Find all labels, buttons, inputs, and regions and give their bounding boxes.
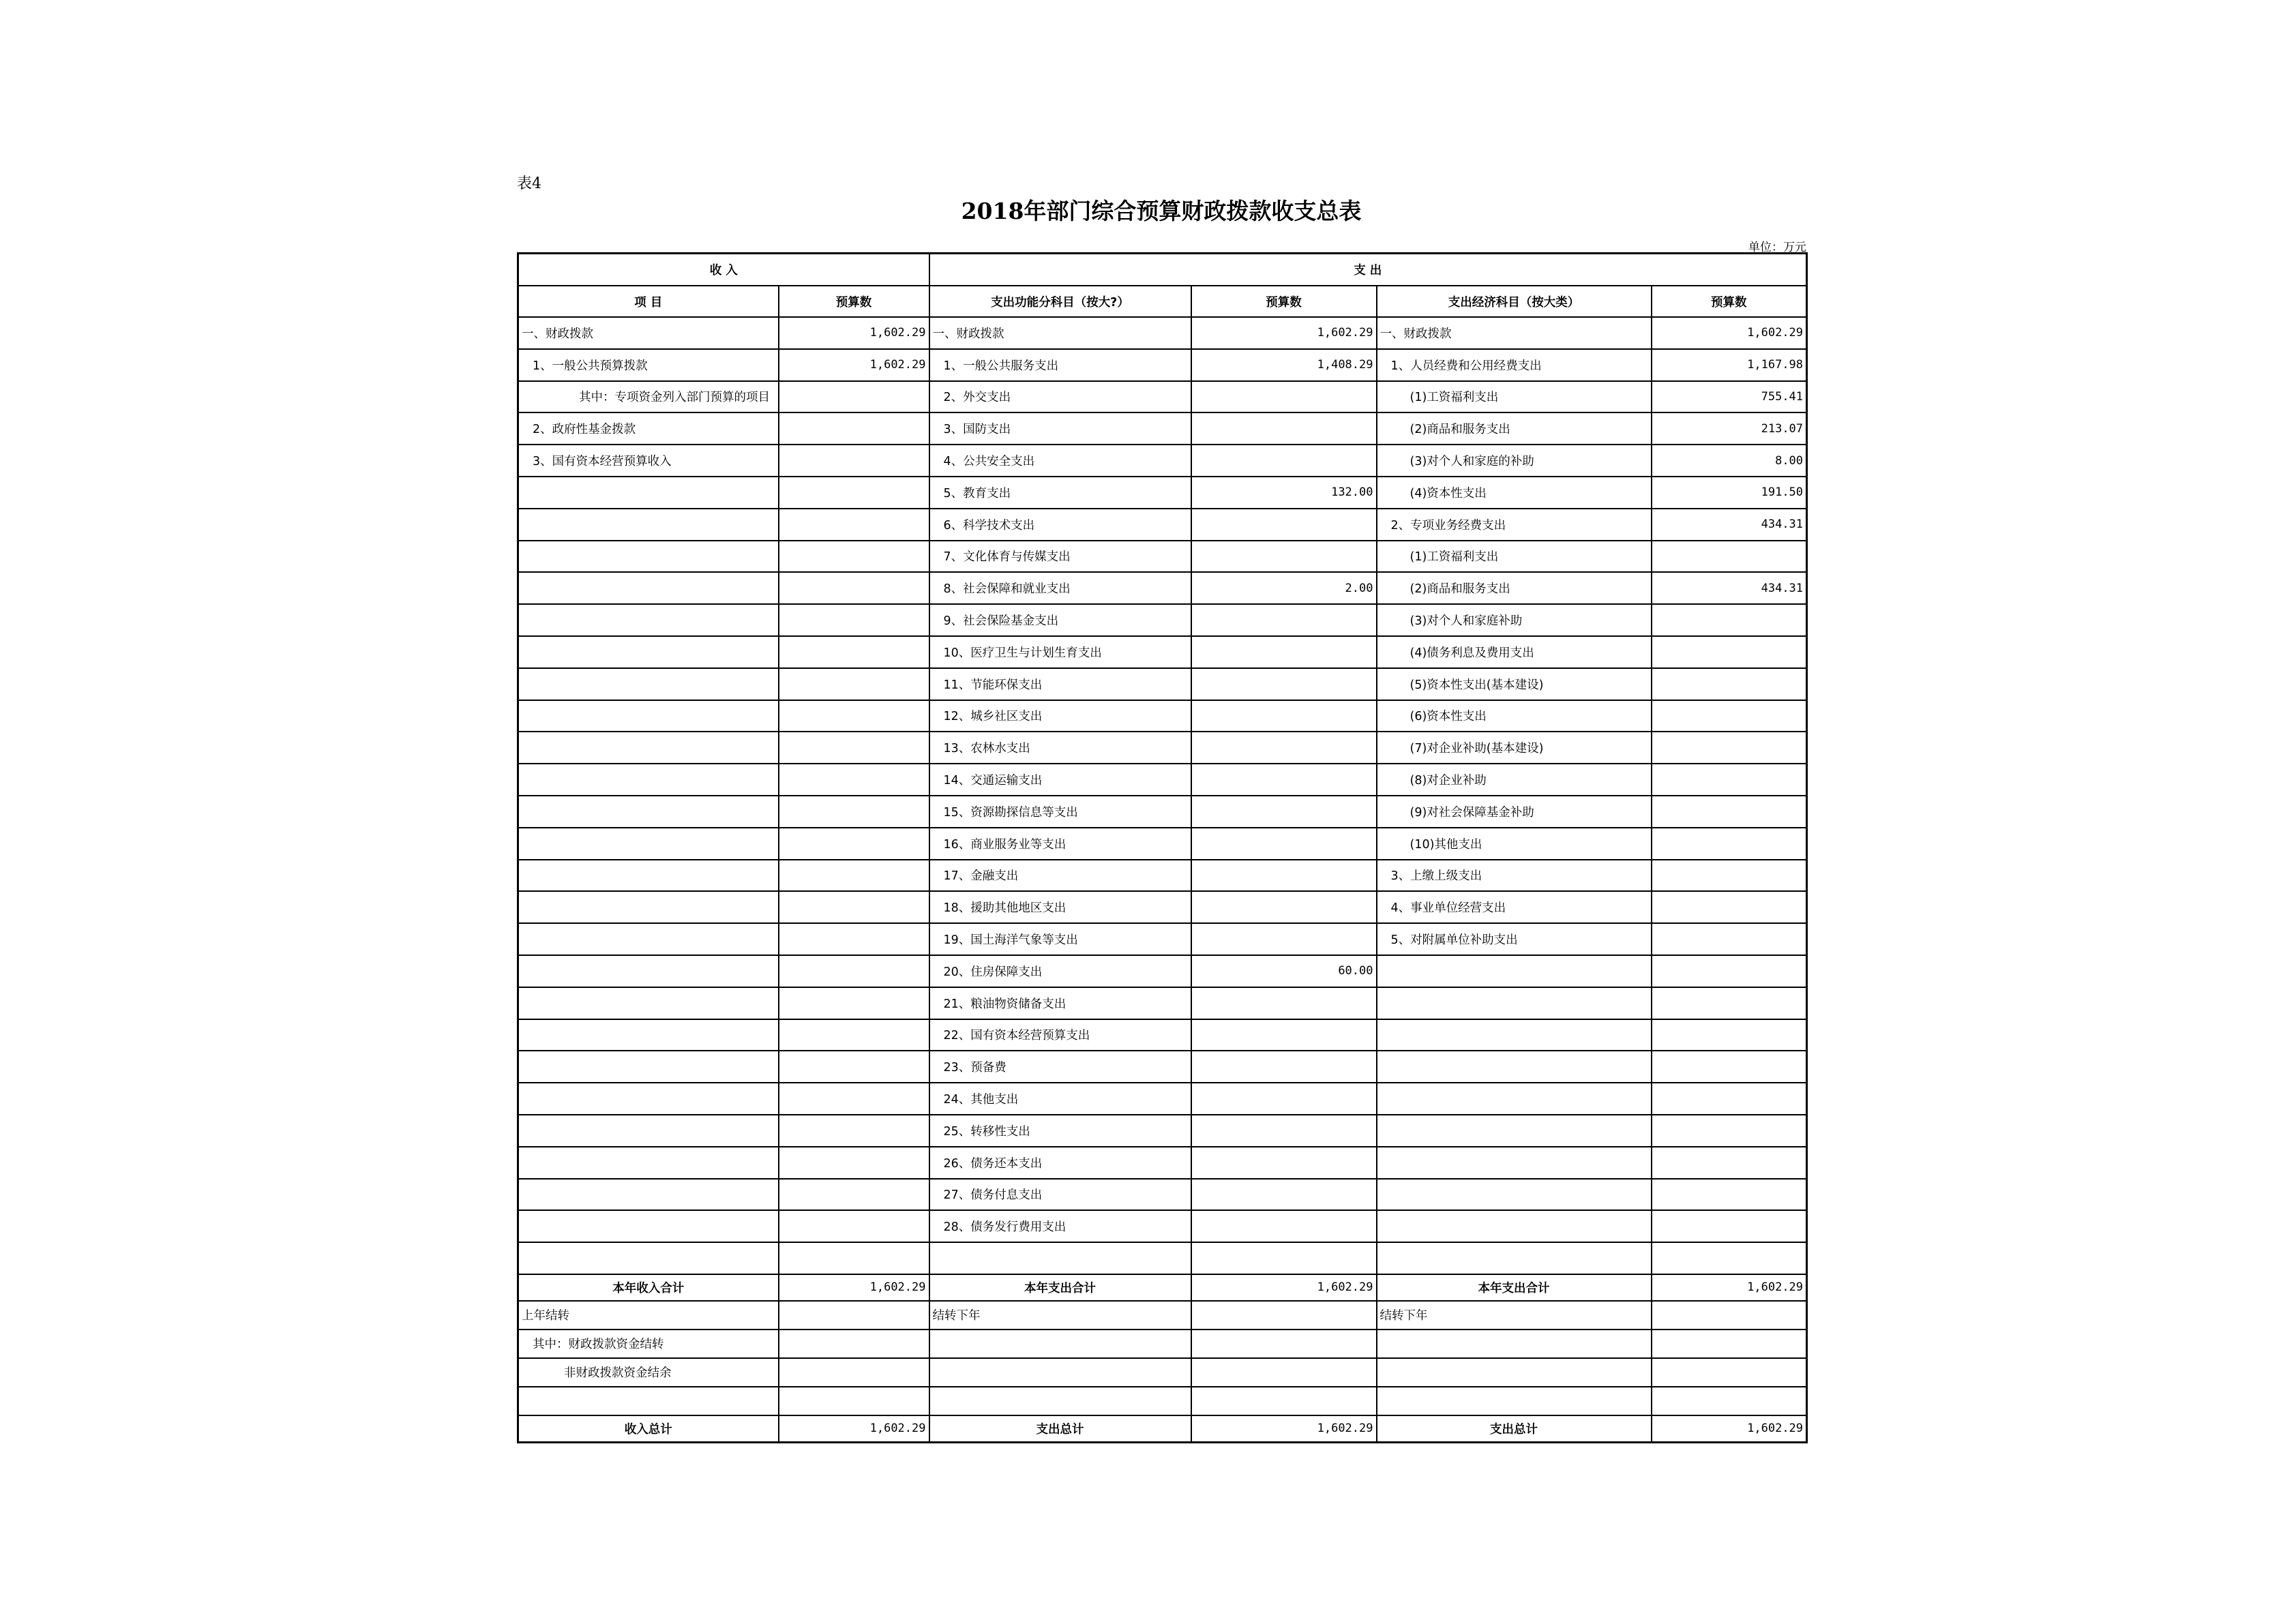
econ-subject-cell: (9)对社会保障基金补助 bbox=[1377, 796, 1652, 828]
income-budget-cell bbox=[779, 1115, 929, 1147]
income-item-cell bbox=[518, 1179, 779, 1211]
econ-subject-cell: (3)对个人和家庭补助 bbox=[1377, 604, 1652, 636]
econ-budget-cell bbox=[1652, 1147, 1807, 1179]
income-budget-cell bbox=[779, 764, 929, 796]
nonfiscal-carry-label: 非财政拨款资金结余 bbox=[518, 1358, 779, 1387]
table-row bbox=[518, 509, 1807, 541]
income-budget-cell: 1,602.29 bbox=[779, 317, 929, 349]
budget-table bbox=[517, 252, 1808, 1443]
income-item-cell: 一、财政拨款 bbox=[518, 317, 779, 349]
unit-note: 单位：万元 bbox=[1748, 241, 1806, 254]
econ-subject-cell bbox=[1377, 1083, 1652, 1115]
func-budget-cell bbox=[1191, 509, 1377, 541]
prev-year-carry-value bbox=[779, 1301, 929, 1330]
income-budget-cell bbox=[779, 477, 929, 509]
econ-subject-cell: (6)资本性支出 bbox=[1377, 700, 1652, 732]
func-budget-cell bbox=[1191, 381, 1377, 413]
fiscal-carry-label: 其中：财政拨款资金结转 bbox=[518, 1330, 779, 1358]
func-budget-cell bbox=[1191, 636, 1377, 668]
empty-cell bbox=[1191, 1387, 1377, 1415]
income-budget-cell bbox=[779, 828, 929, 860]
income-budget-cell bbox=[779, 732, 929, 764]
grand-expense-label-econ: 支出总计 bbox=[1377, 1415, 1652, 1443]
income-budget-cell bbox=[779, 509, 929, 541]
func-subject-cell bbox=[929, 1242, 1191, 1274]
income-item-cell bbox=[518, 572, 779, 604]
year-expense-total-label-econ: 本年支出合计 bbox=[1377, 1274, 1652, 1301]
carry-row bbox=[518, 1301, 1807, 1330]
grand-expense-label: 支出总计 bbox=[929, 1415, 1191, 1443]
func-subject-cell: 13、农林水支出 bbox=[929, 732, 1191, 764]
income-budget-cell bbox=[779, 1179, 929, 1211]
empty-cell bbox=[1191, 1330, 1377, 1358]
income-item-cell: 其中：专项资金列入部门预算的项目 bbox=[518, 381, 779, 413]
fiscal-carry-row bbox=[518, 1330, 1807, 1358]
income-item-cell bbox=[518, 828, 779, 860]
func-budget-cell bbox=[1191, 764, 1377, 796]
table-row bbox=[518, 412, 1807, 445]
income-budget-cell bbox=[779, 1083, 929, 1115]
income-item-cell bbox=[518, 541, 779, 573]
econ-subject-cell: 4、事业单位经营支出 bbox=[1377, 891, 1652, 923]
econ-budget-cell bbox=[1652, 955, 1807, 987]
income-item-cell bbox=[518, 1242, 779, 1274]
table-row bbox=[518, 796, 1807, 828]
func-budget-cell bbox=[1191, 1083, 1377, 1115]
year-expense-func-total-value: 1,602.29 bbox=[1191, 1274, 1377, 1301]
func-subject-cell: 6、科学技术支出 bbox=[929, 509, 1191, 541]
func-budget-cell bbox=[1191, 668, 1377, 700]
econ-budget-cell bbox=[1652, 636, 1807, 668]
year-income-total-value: 1,602.29 bbox=[779, 1274, 929, 1301]
empty-cell bbox=[1652, 1330, 1807, 1358]
table-row bbox=[518, 828, 1807, 860]
func-subject-cell: 9、社会保险基金支出 bbox=[929, 604, 1191, 636]
income-budget-cell bbox=[779, 1051, 929, 1083]
econ-budget-cell bbox=[1652, 1179, 1807, 1211]
year-income-total-label: 本年收入合计 bbox=[518, 1274, 779, 1301]
income-budget-column-header: 预算数 bbox=[779, 286, 929, 317]
econ-subject-cell: (2)商品和服务支出 bbox=[1377, 412, 1652, 445]
func-subject-cell: 7、文化体育与传媒支出 bbox=[929, 541, 1191, 573]
econ-subject-cell bbox=[1377, 1051, 1652, 1083]
income-item-cell bbox=[518, 764, 779, 796]
econ-subject-cell: (4)债务利息及费用支出 bbox=[1377, 636, 1652, 668]
econ-budget-cell: 191.50 bbox=[1652, 477, 1807, 509]
income-budget-cell bbox=[779, 891, 929, 923]
func-budget-cell bbox=[1191, 1242, 1377, 1274]
income-budget-cell bbox=[779, 668, 929, 700]
income-item-cell bbox=[518, 636, 779, 668]
income-item-cell: 3、国有资本经营预算收入 bbox=[518, 445, 779, 477]
func-budget-cell bbox=[1191, 1210, 1377, 1242]
econ-budget-cell bbox=[1652, 732, 1807, 764]
table-row bbox=[518, 1083, 1807, 1115]
econ-budget-cell bbox=[1652, 828, 1807, 860]
income-budget-cell bbox=[779, 1210, 929, 1242]
income-budget-cell bbox=[779, 1019, 929, 1051]
income-budget-cell bbox=[779, 1147, 929, 1179]
table-row bbox=[518, 860, 1807, 892]
econ-budget-cell bbox=[1652, 860, 1807, 892]
income-budget-cell bbox=[779, 860, 929, 892]
func-subject-cell: 26、债务还本支出 bbox=[929, 1147, 1191, 1179]
carry-next-func-value bbox=[1191, 1301, 1377, 1330]
func-subject-cell: 一、财政拨款 bbox=[929, 317, 1191, 349]
income-budget-cell bbox=[779, 381, 929, 413]
prev-year-carry-label: 上年结转 bbox=[518, 1301, 779, 1330]
year-total-row bbox=[518, 1274, 1807, 1301]
func-budget-cell bbox=[1191, 923, 1377, 955]
table-row bbox=[518, 700, 1807, 732]
empty-cell bbox=[929, 1330, 1191, 1358]
grand-expense-func-value: 1,602.29 bbox=[1191, 1415, 1377, 1443]
func-subject-cell: 14、交通运输支出 bbox=[929, 764, 1191, 796]
empty-cell bbox=[779, 1387, 929, 1415]
econ-budget-cell bbox=[1652, 700, 1807, 732]
econ-budget-cell: 755.41 bbox=[1652, 381, 1807, 413]
grand-total-row bbox=[518, 1415, 1807, 1443]
econ-subject-cell bbox=[1377, 1147, 1652, 1179]
sheet-label: 表4 bbox=[517, 175, 541, 192]
func-subject-cell: 2、外交支出 bbox=[929, 381, 1191, 413]
income-item-cell bbox=[518, 1115, 779, 1147]
income-budget-cell: 1,602.29 bbox=[779, 349, 929, 381]
func-budget-cell: 132.00 bbox=[1191, 477, 1377, 509]
econ-subject-cell: (1)工资福利支出 bbox=[1377, 381, 1652, 413]
func-budget-cell bbox=[1191, 445, 1377, 477]
empty-cell bbox=[1191, 1358, 1377, 1387]
func-budget-cell bbox=[1191, 1051, 1377, 1083]
expense-section-header: 支 出 bbox=[929, 254, 1807, 286]
income-item-cell bbox=[518, 860, 779, 892]
income-item-cell bbox=[518, 891, 779, 923]
table-row bbox=[518, 955, 1807, 987]
func-subject-column-header: 支出功能分科目（按大?） bbox=[929, 286, 1191, 317]
func-subject-cell: 21、粮油物资储备支出 bbox=[929, 987, 1191, 1019]
blank-row bbox=[518, 1387, 1807, 1415]
table-row bbox=[518, 1210, 1807, 1242]
econ-subject-cell bbox=[1377, 955, 1652, 987]
income-item-cell bbox=[518, 700, 779, 732]
income-item-cell bbox=[518, 477, 779, 509]
year-expense-total-label: 本年支出合计 bbox=[929, 1274, 1191, 1301]
table-row bbox=[518, 668, 1807, 700]
table-row bbox=[518, 1179, 1807, 1211]
grand-income-value: 1,602.29 bbox=[779, 1415, 929, 1443]
table-row bbox=[518, 477, 1807, 509]
func-budget-cell: 60.00 bbox=[1191, 955, 1377, 987]
econ-budget-cell bbox=[1652, 764, 1807, 796]
table-row bbox=[518, 987, 1807, 1019]
econ-subject-cell bbox=[1377, 1179, 1652, 1211]
func-subject-cell: 8、社会保障和就业支出 bbox=[929, 572, 1191, 604]
econ-budget-cell: 434.31 bbox=[1652, 509, 1807, 541]
func-budget-column-header: 预算数 bbox=[1191, 286, 1377, 317]
income-budget-cell bbox=[779, 987, 929, 1019]
econ-subject-cell: 一、财政拨款 bbox=[1377, 317, 1652, 349]
income-item-cell bbox=[518, 1083, 779, 1115]
empty-cell bbox=[1652, 1358, 1807, 1387]
econ-budget-cell bbox=[1652, 604, 1807, 636]
table-row bbox=[518, 317, 1807, 349]
table-row bbox=[518, 1147, 1807, 1179]
func-budget-cell bbox=[1191, 1115, 1377, 1147]
econ-subject-cell bbox=[1377, 1210, 1652, 1242]
income-item-cell bbox=[518, 604, 779, 636]
func-subject-cell: 5、教育支出 bbox=[929, 477, 1191, 509]
func-subject-cell: 4、公共安全支出 bbox=[929, 445, 1191, 477]
econ-subject-cell: (4)资本性支出 bbox=[1377, 477, 1652, 509]
econ-budget-cell bbox=[1652, 1242, 1807, 1274]
func-budget-cell bbox=[1191, 541, 1377, 573]
func-subject-cell: 16、商业服务业等支出 bbox=[929, 828, 1191, 860]
func-budget-cell bbox=[1191, 987, 1377, 1019]
income-section-header: 收 入 bbox=[518, 254, 929, 286]
econ-subject-cell bbox=[1377, 1019, 1652, 1051]
econ-budget-cell bbox=[1652, 1083, 1807, 1115]
table-row bbox=[518, 764, 1807, 796]
table-row bbox=[518, 1051, 1807, 1083]
income-item-cell bbox=[518, 796, 779, 828]
income-budget-cell bbox=[779, 572, 929, 604]
econ-budget-cell: 1,602.29 bbox=[1652, 317, 1807, 349]
func-budget-cell: 2.00 bbox=[1191, 572, 1377, 604]
econ-subject-cell: (8)对企业补助 bbox=[1377, 764, 1652, 796]
table-row bbox=[518, 445, 1807, 477]
func-budget-cell bbox=[1191, 860, 1377, 892]
empty-cell bbox=[929, 1358, 1191, 1387]
carry-next-econ-value bbox=[1652, 1301, 1807, 1330]
econ-budget-cell bbox=[1652, 923, 1807, 955]
econ-budget-cell: 8.00 bbox=[1652, 445, 1807, 477]
func-subject-cell: 24、其他支出 bbox=[929, 1083, 1191, 1115]
table-row bbox=[518, 349, 1807, 381]
income-budget-cell bbox=[779, 955, 929, 987]
page-title: 2018年部门综合预算财政拨款收支总表 bbox=[961, 198, 1362, 224]
carry-next-func-label: 结转下年 bbox=[929, 1301, 1191, 1330]
column-header-row bbox=[518, 286, 1807, 317]
func-subject-cell: 22、国有资本经营预算支出 bbox=[929, 1019, 1191, 1051]
income-item-cell bbox=[518, 1019, 779, 1051]
table-row bbox=[518, 891, 1807, 923]
func-subject-cell: 27、债务付息支出 bbox=[929, 1179, 1191, 1211]
func-subject-cell: 18、援助其他地区支出 bbox=[929, 891, 1191, 923]
table-row bbox=[518, 732, 1807, 764]
income-item-cell bbox=[518, 987, 779, 1019]
econ-budget-cell bbox=[1652, 668, 1807, 700]
income-budget-cell bbox=[779, 700, 929, 732]
empty-cell bbox=[779, 1330, 929, 1358]
empty-cell bbox=[1377, 1358, 1652, 1387]
econ-subject-cell bbox=[1377, 1115, 1652, 1147]
econ-budget-cell bbox=[1652, 1051, 1807, 1083]
func-budget-cell bbox=[1191, 1147, 1377, 1179]
income-item-cell bbox=[518, 1210, 779, 1242]
income-item-cell bbox=[518, 732, 779, 764]
econ-budget-cell bbox=[1652, 891, 1807, 923]
func-subject-cell: 10、医疗卫生与计划生育支出 bbox=[929, 636, 1191, 668]
carry-next-econ-label: 结转下年 bbox=[1377, 1301, 1652, 1330]
empty-cell bbox=[1377, 1387, 1652, 1415]
empty-cell bbox=[1377, 1330, 1652, 1358]
econ-subject-cell bbox=[1377, 987, 1652, 1019]
func-subject-cell: 3、国防支出 bbox=[929, 412, 1191, 445]
func-budget-cell bbox=[1191, 732, 1377, 764]
func-budget-cell: 1,602.29 bbox=[1191, 317, 1377, 349]
nonfiscal-carry-row bbox=[518, 1358, 1807, 1387]
econ-budget-cell bbox=[1652, 1210, 1807, 1242]
econ-subject-cell bbox=[1377, 1242, 1652, 1274]
func-subject-cell: 23、预备费 bbox=[929, 1051, 1191, 1083]
empty-cell bbox=[779, 1358, 929, 1387]
table-row bbox=[518, 572, 1807, 604]
func-subject-cell: 20、住房保障支出 bbox=[929, 955, 1191, 987]
income-item-cell bbox=[518, 1051, 779, 1083]
econ-budget-column-header: 预算数 bbox=[1652, 286, 1807, 317]
income-item-cell bbox=[518, 668, 779, 700]
grand-income-label: 收入总计 bbox=[518, 1415, 779, 1443]
func-subject-cell: 17、金融支出 bbox=[929, 860, 1191, 892]
table-row bbox=[518, 381, 1807, 413]
income-item-cell bbox=[518, 923, 779, 955]
econ-budget-cell bbox=[1652, 541, 1807, 573]
econ-budget-cell: 213.07 bbox=[1652, 412, 1807, 445]
func-subject-cell: 11、节能环保支出 bbox=[929, 668, 1191, 700]
year-expense-econ-total-value: 1,602.29 bbox=[1652, 1274, 1807, 1301]
empty-cell bbox=[518, 1387, 779, 1415]
econ-subject-cell: (10)其他支出 bbox=[1377, 828, 1652, 860]
table-row bbox=[518, 541, 1807, 573]
econ-subject-cell: (5)资本性支出(基本建设) bbox=[1377, 668, 1652, 700]
func-budget-cell bbox=[1191, 604, 1377, 636]
income-budget-cell bbox=[779, 541, 929, 573]
econ-subject-cell: 1、人员经费和公用经费支出 bbox=[1377, 349, 1652, 381]
income-budget-cell bbox=[779, 445, 929, 477]
income-item-cell bbox=[518, 1147, 779, 1179]
table-row bbox=[518, 1115, 1807, 1147]
func-subject-cell: 15、资源勘探信息等支出 bbox=[929, 796, 1191, 828]
func-budget-cell: 1,408.29 bbox=[1191, 349, 1377, 381]
income-budget-cell bbox=[779, 636, 929, 668]
econ-budget-cell bbox=[1652, 1115, 1807, 1147]
func-subject-cell: 19、国土海洋气象等支出 bbox=[929, 923, 1191, 955]
econ-budget-cell: 1,167.98 bbox=[1652, 349, 1807, 381]
section-header-row bbox=[518, 254, 1807, 286]
income-budget-cell bbox=[779, 923, 929, 955]
econ-subject-cell: 5、对附属单位补助支出 bbox=[1377, 923, 1652, 955]
table-row bbox=[518, 1242, 1807, 1274]
income-budget-cell bbox=[779, 412, 929, 445]
func-subject-cell: 25、转移性支出 bbox=[929, 1115, 1191, 1147]
income-item-cell bbox=[518, 955, 779, 987]
econ-subject-cell: (1)工资福利支出 bbox=[1377, 541, 1652, 573]
func-subject-cell: 28、债务发行费用支出 bbox=[929, 1210, 1191, 1242]
income-item-cell bbox=[518, 509, 779, 541]
func-subject-cell: 1、一般公共服务支出 bbox=[929, 349, 1191, 381]
func-budget-cell bbox=[1191, 1179, 1377, 1211]
income-budget-cell bbox=[779, 1242, 929, 1274]
grand-expense-econ-value: 1,602.29 bbox=[1652, 1415, 1807, 1443]
econ-budget-cell bbox=[1652, 987, 1807, 1019]
table-row bbox=[518, 923, 1807, 955]
empty-cell bbox=[1652, 1387, 1807, 1415]
econ-subject-cell: (7)对企业补助(基本建设) bbox=[1377, 732, 1652, 764]
func-subject-cell: 12、城乡社区支出 bbox=[929, 700, 1191, 732]
func-budget-cell bbox=[1191, 700, 1377, 732]
econ-subject-column-header: 支出经济科目（按大类） bbox=[1377, 286, 1652, 317]
income-item-cell: 2、政府性基金拨款 bbox=[518, 412, 779, 445]
econ-subject-cell: (2)商品和服务支出 bbox=[1377, 572, 1652, 604]
econ-budget-cell bbox=[1652, 1019, 1807, 1051]
func-budget-cell bbox=[1191, 1019, 1377, 1051]
table-row bbox=[518, 636, 1807, 668]
table-row bbox=[518, 1019, 1807, 1051]
income-budget-cell bbox=[779, 796, 929, 828]
income-item-cell: 1、一般公共预算拨款 bbox=[518, 349, 779, 381]
econ-budget-cell bbox=[1652, 796, 1807, 828]
func-budget-cell bbox=[1191, 412, 1377, 445]
item-column-header: 项 目 bbox=[518, 286, 779, 317]
econ-subject-cell: 2、专项业务经费支出 bbox=[1377, 509, 1652, 541]
table-row bbox=[518, 604, 1807, 636]
econ-budget-cell: 434.31 bbox=[1652, 572, 1807, 604]
econ-subject-cell: 3、上缴上级支出 bbox=[1377, 860, 1652, 892]
econ-subject-cell: (3)对个人和家庭的补助 bbox=[1377, 445, 1652, 477]
func-budget-cell bbox=[1191, 796, 1377, 828]
func-budget-cell bbox=[1191, 891, 1377, 923]
income-budget-cell bbox=[779, 604, 929, 636]
empty-cell bbox=[929, 1387, 1191, 1415]
func-budget-cell bbox=[1191, 828, 1377, 860]
